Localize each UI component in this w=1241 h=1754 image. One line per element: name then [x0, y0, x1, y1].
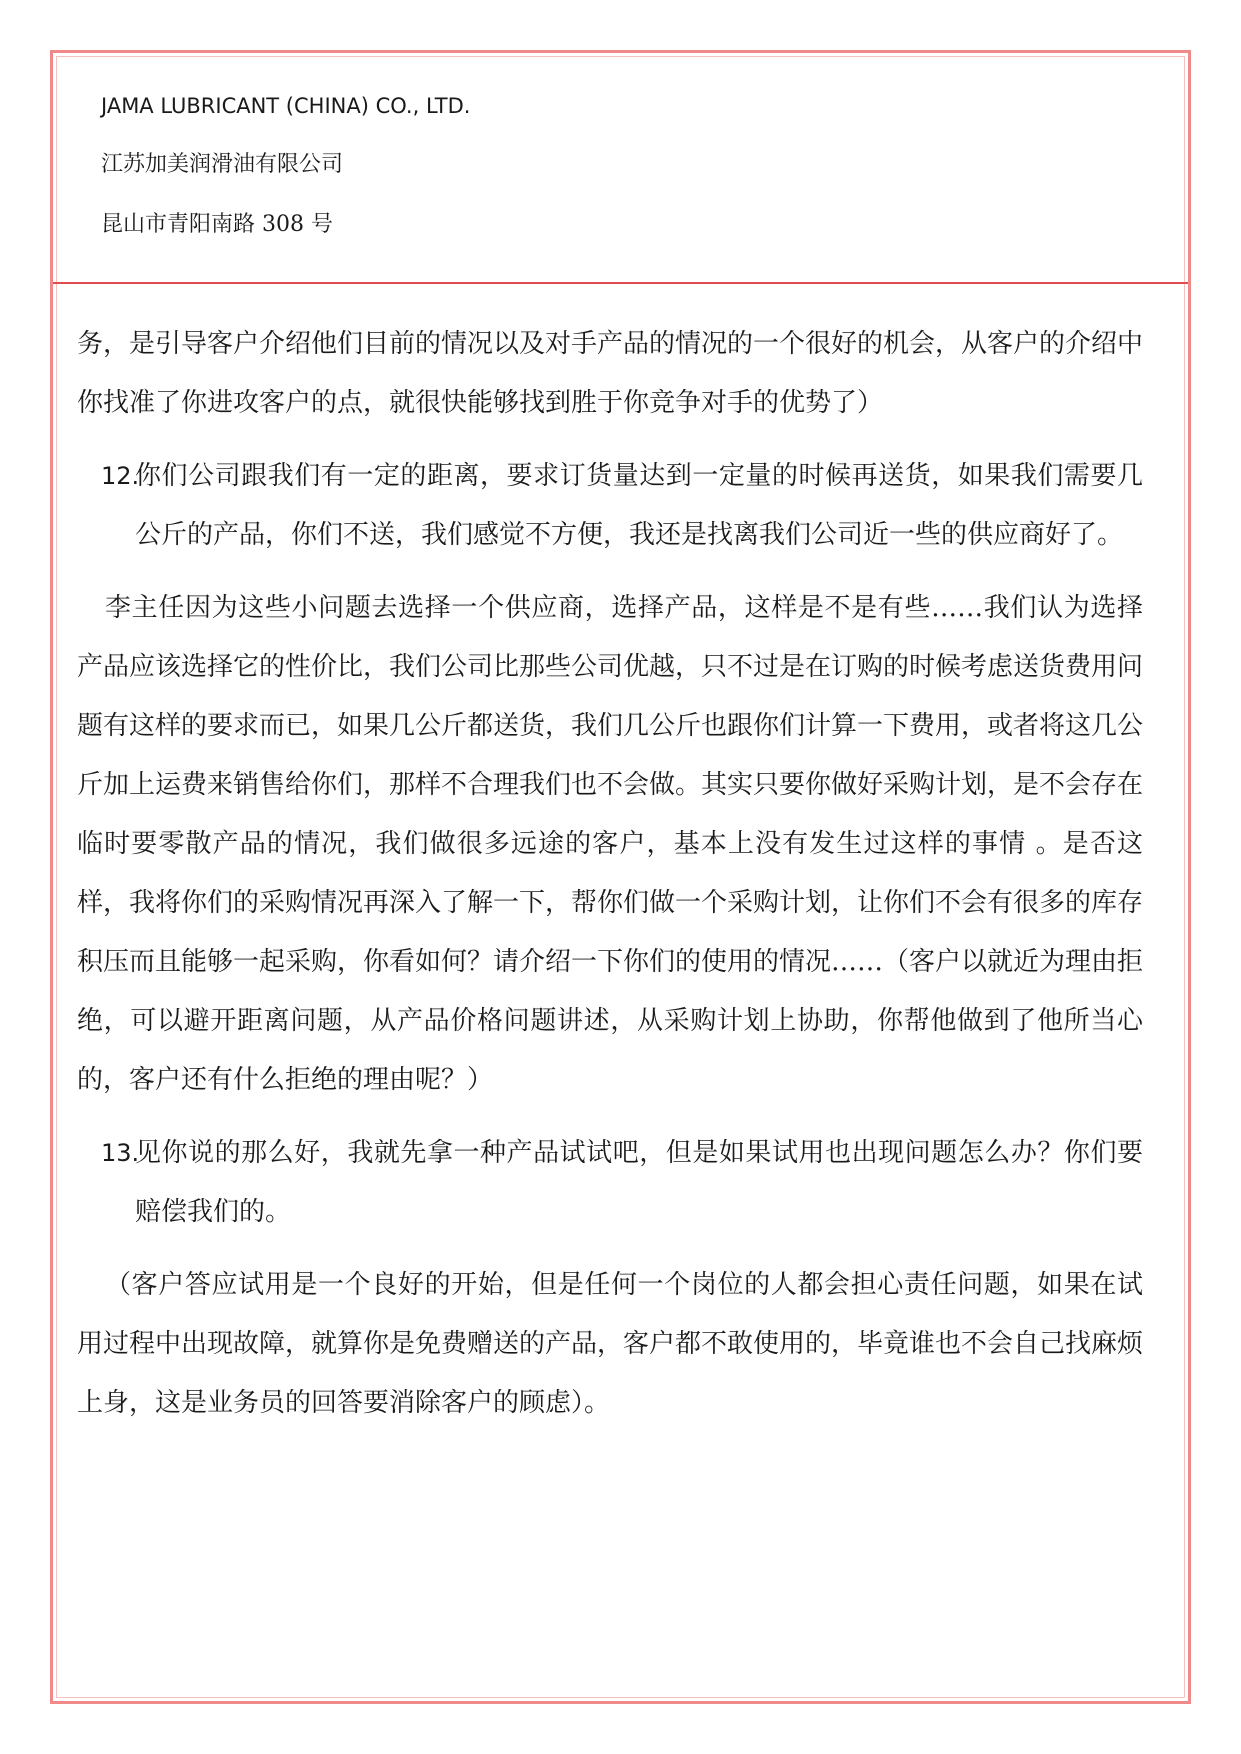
list-item-12: [77, 447, 1143, 565]
paragraph-answer-13: （客户答应试用是一个良好的开始，但是任何一个岗位的人都会担心责任问题，如果在试用过程中出现故障，就算你是免费赠送的产品，客户都不敢使用的，毕竟谁也不会自己找麻烦上身，这是业务员的回答要消除客户的顾虑）。: [77, 1270, 1144, 1418]
list-text-13: 见你说的那么好，我就先拿一种产品试试吧，但是如果试用也出现问题怎么办？你们要赔偿我们的。: [135, 1138, 1143, 1227]
header-divider-line: [53, 282, 1188, 284]
list-number-12: 12.: [101, 462, 140, 490]
company-name-english: JAMA LUBRICANT (CHINA) CO., LTD.: [101, 94, 471, 118]
paragraph-answer-12: 李主任因为这些小问题去选择一个供应商，选择产品，这样是不是有些……我们认为选择产品应该选择它的性价比，我们公司比那些公司优越，只不过是在订购的时候考虑送货费用问题有这样的要求而已，如果几公斤都送货，我们几公斤也跟你们计算一下费用，或者将这几公斤加上运费来销售给你们，那样不合理我们也不会做。其实只要你做好采购计划，是不会存在临时要零散产品的情况，我们做很多远途的客户，基本上没有发生过这样的事情 。是否这样，我将你们的采购情况再深入了解一下，帮你们做一个采购计划，让你们不会有很多的库存积压而且能够一起采购，你看如何？请介绍一下你们的使用的情况……（客户以就近为理由拒绝，可以避开距离问题，从产品价格问题讲述，从采购计划上协助，你帮他做到了他所当心的，客户还有什么拒绝的理由呢？）: [77, 593, 1144, 1095]
list-item-13: [77, 1124, 1143, 1242]
list-number-13: 13.: [101, 1139, 140, 1167]
company-address: 昆山市青阳南路 308 号: [101, 212, 333, 237]
page-border-frame: [50, 50, 1191, 1704]
list-text-12: 你们公司跟我们有一定的距离，要求订货量达到一定量的时候再送货，如果我们需要几公斤的产品，你们不送，我们感觉不方便，我还是找离我们公司近一些的供应商好了。: [135, 461, 1143, 550]
letterhead: [53, 53, 1188, 285]
company-name-chinese: 江苏加美润滑油有限公司: [101, 152, 344, 177]
document-body: [77, 315, 1143, 1433]
paragraph-intro: 务，是引导客户介绍他们目前的情况以及对手产品的情况的一个很好的机会，从客户的介绍中你找准了你进攻客户的点，就很快能够找到胜于你竞争对手的优势了）: [77, 329, 1144, 418]
